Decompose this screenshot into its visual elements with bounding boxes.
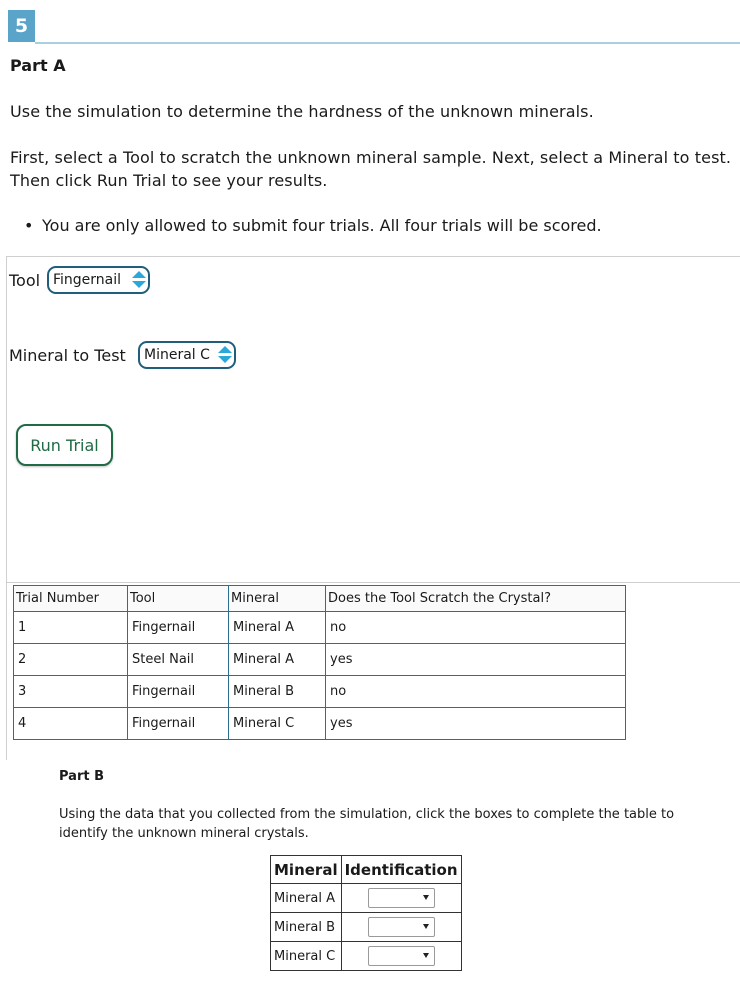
table-row bbox=[271, 884, 462, 913]
table-row bbox=[14, 612, 626, 644]
cell-tool: Fingernail bbox=[128, 612, 229, 644]
table-row bbox=[271, 913, 462, 942]
table-row bbox=[271, 942, 462, 971]
dropdown-caret-icon bbox=[423, 953, 429, 958]
dropdown-caret-icon bbox=[423, 924, 429, 929]
header-scratch: Does the Tool Scratch the Crystal? bbox=[326, 586, 626, 612]
ident-mineral: Mineral C bbox=[271, 942, 342, 971]
bullet-text: You are only allowed to submit four trials. All four trials will be scored. bbox=[42, 216, 602, 235]
ident-header-row bbox=[271, 856, 462, 884]
part-a-instructions: First, select a Tool to scratch the unknown mineral sample. Next, select a Mineral to test. Then click Run Trial to see your results. bbox=[10, 148, 732, 190]
header-trial-number: Trial Number bbox=[14, 586, 128, 612]
cell-mineral: Mineral C bbox=[229, 708, 326, 740]
cell-result: no bbox=[326, 612, 626, 644]
cell-mineral: Mineral B bbox=[229, 676, 326, 708]
part-a-bullet bbox=[24, 214, 602, 237]
cell-trial: 2 bbox=[14, 644, 128, 676]
simulation-divider bbox=[7, 582, 740, 583]
part-a-intro: Use the simulation to determine the hardness of the unknown minerals. bbox=[10, 102, 594, 121]
tool-label: Tool bbox=[9, 271, 41, 290]
header-mineral: Mineral bbox=[229, 586, 326, 612]
identification-select-a[interactable] bbox=[368, 888, 435, 908]
updown-arrows-icon bbox=[132, 271, 146, 289]
updown-arrows-icon bbox=[218, 346, 232, 364]
question-header bbox=[0, 0, 740, 44]
table-row bbox=[14, 676, 626, 708]
simulation-panel bbox=[6, 256, 740, 760]
header-tool: Tool bbox=[128, 586, 229, 612]
mineral-select-value: Mineral C bbox=[144, 347, 210, 363]
header-divider bbox=[35, 42, 740, 44]
cell-trial: 1 bbox=[14, 612, 128, 644]
ident-mineral: Mineral A bbox=[271, 884, 342, 913]
bullet-dot-icon: • bbox=[24, 216, 34, 235]
trials-table bbox=[13, 585, 626, 740]
header-mineral: Mineral bbox=[271, 856, 342, 884]
tool-select-value: Fingernail bbox=[53, 272, 122, 288]
cell-mineral: Mineral A bbox=[229, 612, 326, 644]
ident-cell bbox=[341, 913, 461, 942]
cell-result: no bbox=[326, 676, 626, 708]
dropdown-caret-icon bbox=[423, 895, 429, 900]
cell-mineral: Mineral A bbox=[229, 644, 326, 676]
part-a-title: Part A bbox=[10, 56, 66, 75]
ident-cell bbox=[341, 942, 461, 971]
mineral-select[interactable] bbox=[138, 341, 236, 369]
cell-tool: Steel Nail bbox=[128, 644, 229, 676]
cell-trial: 4 bbox=[14, 708, 128, 740]
trials-header-row bbox=[14, 586, 626, 612]
identification-select-c[interactable] bbox=[368, 946, 435, 966]
cell-tool: Fingernail bbox=[128, 676, 229, 708]
cell-result: yes bbox=[326, 708, 626, 740]
tool-select[interactable] bbox=[47, 266, 150, 294]
table-row bbox=[14, 708, 626, 740]
part-b-text: Using the data that you collected from the simulation, click the boxes to complete the table to identify the unknown mineral crystals. bbox=[59, 807, 675, 841]
cell-trial: 3 bbox=[14, 676, 128, 708]
part-b-title: Part B bbox=[59, 769, 105, 784]
cell-tool: Fingernail bbox=[128, 708, 229, 740]
question-number: 5 bbox=[8, 10, 35, 42]
cell-result: yes bbox=[326, 644, 626, 676]
ident-cell bbox=[341, 884, 461, 913]
identification-table bbox=[270, 855, 462, 971]
ident-mineral: Mineral B bbox=[271, 913, 342, 942]
run-trial-button[interactable]: Run Trial bbox=[16, 424, 113, 466]
identification-select-b[interactable] bbox=[368, 917, 435, 937]
header-identification: Identification bbox=[341, 856, 461, 884]
mineral-label: Mineral to Test bbox=[9, 346, 126, 365]
table-row bbox=[14, 644, 626, 676]
